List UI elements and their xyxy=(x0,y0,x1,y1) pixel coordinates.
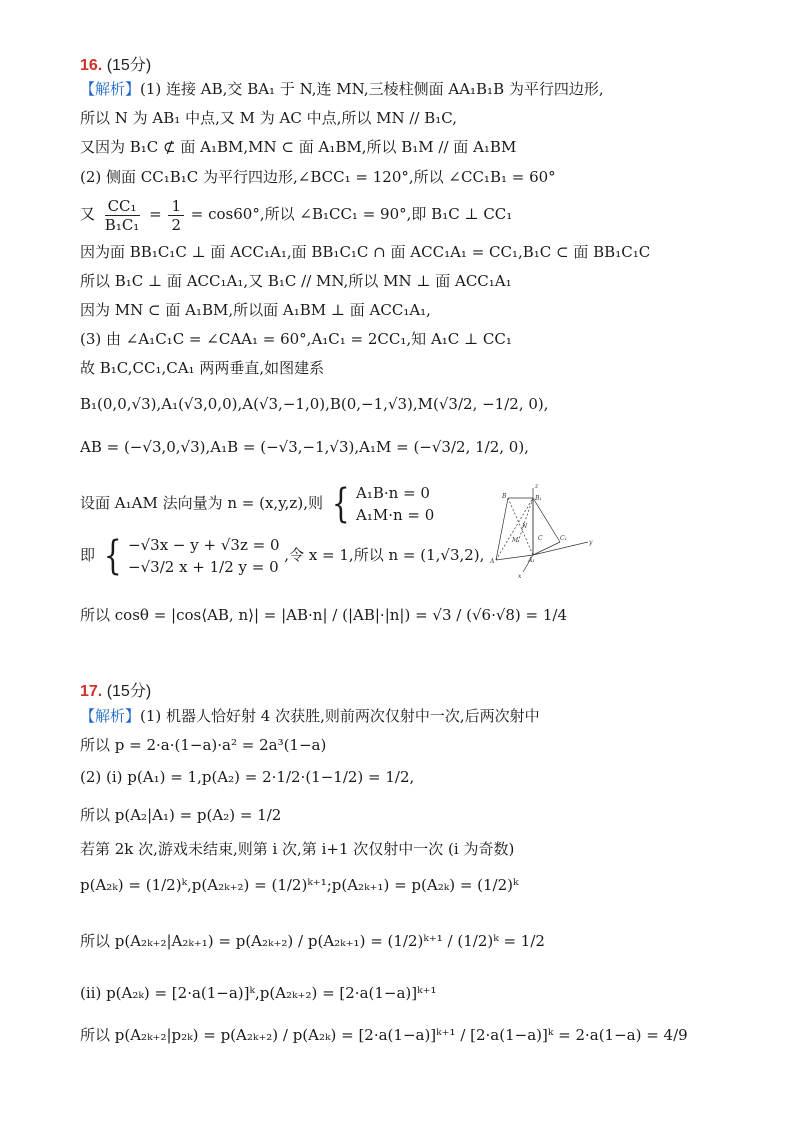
fraction-denominator: 2 xyxy=(171,215,181,234)
q17-line-8: (ii) p(A₂ₖ) = [2·a(1−a)]ᵏ,p(A₂ₖ₊₂) = [2·a(1−a)]ᵏ⁺¹ xyxy=(80,984,437,1002)
q16-text: ,令 x = 1,所以 n = (1,√3,2), xyxy=(284,546,485,564)
q17-line-1 xyxy=(80,705,540,727)
q16-line-9: (3) 由 ∠A₁C₁C = ∠CAA₁ = 60°,A₁C₁ = 2CC₁,知 A₁C ⊥ CC₁ xyxy=(80,330,512,348)
q17-line-7: 所以 p(A₂ₖ₊₂|A₂ₖ₊₁) = p(A₂ₖ₊₂) / p(A₂ₖ₊₁) = (1/2)ᵏ⁺¹ / (1/2)ᵏ = 1/2 xyxy=(80,932,545,950)
q16-text: 设面 A₁AM 法向量为 n = (x,y,z),则 xyxy=(80,494,323,512)
q17-number: 17. xyxy=(80,683,103,700)
figure-label: M xyxy=(512,537,519,544)
q17-header xyxy=(80,678,151,701)
fraction-denominator: B₁C₁ xyxy=(104,215,140,234)
q16-text: 又 xyxy=(80,205,96,223)
edge xyxy=(496,498,533,560)
edge xyxy=(496,498,508,560)
figure-label: A₁ xyxy=(528,557,535,564)
q16-number: 16. xyxy=(80,57,103,74)
q16-line-4: (2) 侧面 CC₁B₁C 为平行四边形,∠BCC₁ = 120°,所以 ∠CC₁B₁ = 60° xyxy=(80,168,556,186)
q16-line-2: 所以 N 为 AB₁ 中点,又 M 为 AC 中点,所以 MN // B₁C, xyxy=(80,109,457,127)
coordinate-figure xyxy=(488,480,598,580)
fraction-numerator: CC₁ xyxy=(105,197,140,216)
q16-score: (15分) xyxy=(106,57,152,74)
edge xyxy=(508,498,533,555)
q16-text: (1) 连接 AB,交 BA₁ 于 N,连 MN,三棱柱侧面 AA₁B₁B 为平行四边形, xyxy=(140,80,604,98)
fraction xyxy=(168,197,184,234)
q16-line-3: 又因为 B₁C ⊄ 面 A₁BM,MN ⊂ 面 A₁BM,所以 B₁M // 面 A₁BM xyxy=(80,138,517,156)
q16-line-14 xyxy=(80,533,484,578)
q16-line-15: 所以 cosθ = |cos⟨AB, n⟩| = |AB·n| / (|AB|·|n|) = √3 / (√6·√8) = 1/4 xyxy=(80,606,568,624)
q16-text: = cos60°,所以 ∠B₁CC₁ = 90°,即 B₁C ⊥ CC₁ xyxy=(190,205,513,223)
figure-label: z xyxy=(535,483,539,490)
brace: { xyxy=(331,481,350,527)
equation-system xyxy=(356,482,434,526)
equation: −√3/2 x + 1/2 y = 0 xyxy=(128,558,279,576)
q17-line-4: 所以 p(A₂|A₁) = p(A₂) = 1/2 xyxy=(80,806,282,824)
q17-score: (15分) xyxy=(106,683,152,700)
q16-header xyxy=(80,52,151,75)
axis-y xyxy=(533,542,588,555)
figure-label: C xyxy=(538,535,543,542)
q17-analysis-tag: 【解析】 xyxy=(80,707,141,725)
figure-label: x xyxy=(518,573,522,580)
figure-label: N xyxy=(522,523,528,530)
q16-line-1 xyxy=(80,78,604,100)
q16-line-6: 因为面 BB₁C₁C ⊥ 面 ACC₁A₁,面 BB₁C₁C ∩ 面 ACC₁A₁ = CC₁,B₁C ⊂ 面 BB₁C₁C xyxy=(80,243,651,261)
fraction-numerator: 1 xyxy=(168,197,184,216)
figure-label: B xyxy=(502,493,507,500)
q17-line-6: p(A₂ₖ) = (1/2)ᵏ,p(A₂ₖ₊₂) = (1/2)ᵏ⁺¹;p(A₂ₖ₊₁) = p(A₂ₖ) = (1/2)ᵏ xyxy=(80,876,519,894)
q16-text: 即 xyxy=(80,546,96,564)
q16-line-13 xyxy=(80,482,434,526)
q17-line-5: 若第 2k 次,游戏未结束,则第 i 次,第 i+1 次仅射中一次 (i 为奇数) xyxy=(80,840,515,858)
q16-text: = xyxy=(149,205,167,223)
figure-label: B₁ xyxy=(535,495,542,502)
equation: A₁M·n = 0 xyxy=(355,506,435,524)
q16-line-12: AB = (−√3,0,√3),A₁B = (−√3,−1,√3),A₁M = (−√3/2, 1/2, 0), xyxy=(80,438,529,456)
fraction xyxy=(102,197,143,234)
edge xyxy=(533,542,560,555)
q17-text: (1) 机器人恰好射 4 次获胜,则前两次仅射中一次,后两次射中 xyxy=(140,707,540,725)
equation: −√3x − y + √3z = 0 xyxy=(128,536,280,554)
q16-line-7: 所以 B₁C ⊥ 面 ACC₁A₁,又 B₁C // MN,所以 MN ⊥ 面 ACC₁A₁ xyxy=(80,272,512,290)
figure-label: A xyxy=(490,558,495,565)
q17-line-9: 所以 p(A₂ₖ₊₂|p₂ₖ) = p(A₂ₖ₊₂) / p(A₂ₖ) = [2·a(1−a)]ᵏ⁺¹ / [2·a(1−a)]ᵏ = 2·a(1−a) = 4/9 xyxy=(80,1026,688,1044)
q17-line-3: (2) (i) p(A₁) = 1,p(A₂) = 2·1/2·(1−1/2) = 1/2, xyxy=(80,768,415,786)
figure-label: y xyxy=(589,539,593,546)
figure-label: C₁ xyxy=(560,535,567,542)
edge xyxy=(518,498,533,542)
q16-line-5 xyxy=(80,194,512,234)
equation-system xyxy=(128,534,279,578)
q16-line-8: 因为 MN ⊂ 面 A₁BM,所以面 A₁BM ⊥ 面 ACC₁A₁, xyxy=(80,301,431,319)
q16-line-10: 故 B₁C,CC₁,CA₁ 两两垂直,如图建系 xyxy=(80,359,325,377)
q17-line-2: 所以 p = 2·a·(1−a)·a² = 2a³(1−a) xyxy=(80,736,327,754)
q16-line-11: B₁(0,0,√3),A₁(√3,0,0),A(√3,−1,0),B(0,−1,√3),M(√3/2, −1/2, 0), xyxy=(80,395,549,413)
brace: { xyxy=(103,533,122,579)
equation: A₁B·n = 0 xyxy=(355,484,430,502)
q16-analysis-tag: 【解析】 xyxy=(80,80,141,98)
